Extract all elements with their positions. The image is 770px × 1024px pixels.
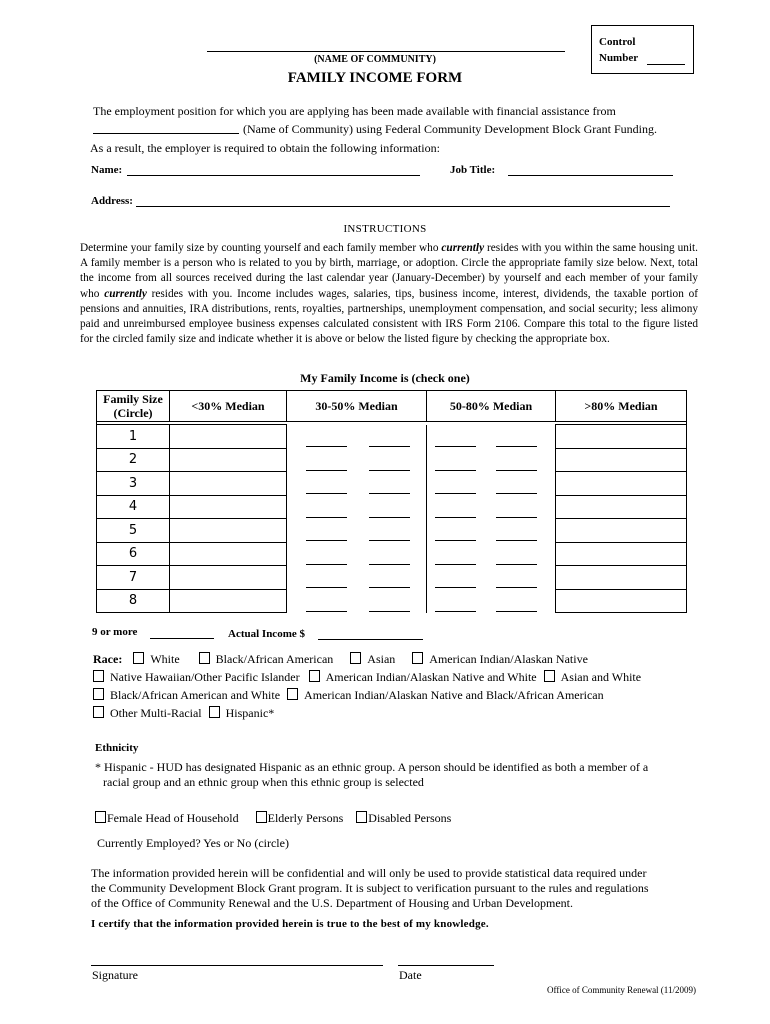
income-check-line[interactable] <box>496 470 537 471</box>
family-size-value[interactable]: 8 <box>97 589 170 613</box>
address-label: Address: <box>91 195 133 207</box>
col-50-80: 50-80% Median <box>427 391 556 422</box>
income-check-line[interactable] <box>369 446 410 447</box>
race-asian-checkbox[interactable] <box>350 652 361 664</box>
race-white-checkbox[interactable] <box>133 652 144 664</box>
instructions-text-2: resides with you within the same housing unit. A family member is a person who is related to you by birth, marriage, or adoption. Circle the appropriate family size below. Next, total the income from all sources received during the last calendar year (January-December) by yourself and each member of your family who <box>80 242 698 300</box>
under-30-cell[interactable] <box>170 495 287 519</box>
under-30-cell[interactable] <box>170 425 287 449</box>
family-size-row <box>97 425 687 449</box>
income-check-line[interactable] <box>369 493 410 494</box>
female-head-label: Female Head of Household <box>107 811 239 825</box>
30-50-cell[interactable] <box>287 566 427 590</box>
income-check-line[interactable] <box>306 493 347 494</box>
number-label: Number <box>599 52 639 64</box>
race-american-indian-label: American Indian/Alaskan Native <box>429 652 588 666</box>
50-80-cell[interactable] <box>427 472 556 496</box>
ethnicity-note-1: * Hispanic - HUD has designated Hispanic as an ethnic group. A person should be identified as both a member of a <box>95 760 649 774</box>
over-80-cell[interactable] <box>556 495 687 519</box>
50-80-cell[interactable] <box>427 519 556 543</box>
family-size-row <box>97 542 687 566</box>
col-over-80: >80% Median <box>556 391 687 422</box>
income-check-line[interactable] <box>435 540 476 541</box>
control-number-field[interactable] <box>647 52 685 65</box>
under-30-cell[interactable] <box>170 519 287 543</box>
over-80-cell[interactable] <box>556 566 687 590</box>
household-row <box>95 811 451 826</box>
race-american-indian-checkbox[interactable] <box>412 652 423 664</box>
intro-line-2: (Name of Community) using Federal Community Development Block Grant Funding. <box>243 122 657 136</box>
intro-line-3: As a result, the employer is required to obtain the following information: <box>90 141 440 155</box>
under-30-cell[interactable] <box>170 566 287 590</box>
income-check-line[interactable] <box>435 611 476 612</box>
income-check-line[interactable] <box>306 540 347 541</box>
race-asian-white-checkbox[interactable] <box>544 670 555 682</box>
income-check-line[interactable] <box>369 611 410 612</box>
ethnicity-note-2: racial group and an ethnic group when this ethnic group is selected <box>103 775 424 789</box>
elderly-label: Elderly Persons <box>267 811 344 825</box>
name-label: Name: <box>91 164 123 176</box>
income-check-line[interactable] <box>306 517 347 518</box>
family-size-row <box>97 566 687 590</box>
race-native-hawaiian-checkbox[interactable] <box>93 670 104 682</box>
instructions-emphasis-2: currently <box>104 287 147 300</box>
income-check-line[interactable] <box>496 446 537 447</box>
name-field[interactable] <box>127 163 420 176</box>
income-check-line[interactable] <box>496 587 537 588</box>
income-table-caption: My Family Income is (check one) <box>300 371 470 385</box>
income-check-line[interactable] <box>496 564 537 565</box>
disabled-checkbox[interactable] <box>356 811 367 823</box>
community-name-caption: (NAME OF COMMUNITY) <box>314 54 436 65</box>
actual-income-field[interactable] <box>318 627 423 640</box>
family-size-value[interactable]: 7 <box>97 566 170 590</box>
income-check-line[interactable] <box>369 517 410 518</box>
30-50-cell[interactable] <box>287 425 427 449</box>
female-head-checkbox[interactable] <box>95 811 106 823</box>
race-row-3 <box>93 688 610 703</box>
hispanic-checkbox[interactable] <box>209 706 220 718</box>
family-size-value[interactable]: 6 <box>97 542 170 566</box>
race-multi-checkbox[interactable] <box>93 706 104 718</box>
race-ai-white-label: American Indian/Alaskan Native and White <box>325 670 537 684</box>
confidential-line-3: of the Office of Community Renewal and the U.S. Department of Housing and Urban Development. <box>91 896 573 910</box>
income-check-line[interactable] <box>435 587 476 588</box>
income-check-line[interactable] <box>306 470 347 471</box>
income-check-line[interactable] <box>496 611 537 612</box>
race-row-1 <box>93 652 594 667</box>
family-size-row <box>97 448 687 472</box>
under-30-cell[interactable] <box>170 472 287 496</box>
income-check-line[interactable] <box>496 517 537 518</box>
race-ai-black-label: American Indian/Alaskan Native and Black/African American <box>304 688 604 702</box>
income-table <box>96 390 687 613</box>
50-80-cell[interactable] <box>427 566 556 590</box>
over-80-cell[interactable] <box>556 542 687 566</box>
col-family-size: Family Size (Circle) <box>97 391 170 422</box>
family-size-value[interactable]: 3 <box>97 472 170 496</box>
community-name-field[interactable] <box>93 121 239 134</box>
col-under-30: <30% Median <box>170 391 287 422</box>
race-black-label: Black/African American <box>215 652 334 666</box>
income-check-line[interactable] <box>369 587 410 588</box>
50-80-cell[interactable] <box>427 425 556 449</box>
certify-statement: I certify that the information provided herein is true to the best of my knowledge. <box>91 918 489 930</box>
family-size-row <box>97 495 687 519</box>
signature-field[interactable] <box>91 955 383 966</box>
form-title: FAMILY INCOME FORM <box>287 70 463 86</box>
income-check-line[interactable] <box>306 446 347 447</box>
50-80-cell[interactable] <box>427 542 556 566</box>
family-size-row <box>97 519 687 543</box>
under-30-cell[interactable] <box>170 589 287 613</box>
control-number-box <box>591 25 694 74</box>
income-check-line[interactable] <box>306 564 347 565</box>
instructions-heading: INSTRUCTIONS <box>343 223 427 235</box>
50-80-cell[interactable] <box>427 589 556 613</box>
income-check-line[interactable] <box>435 493 476 494</box>
nine-or-more-field[interactable] <box>150 626 214 639</box>
race-white-label: White <box>150 652 180 666</box>
income-check-line[interactable] <box>306 587 347 588</box>
date-field[interactable] <box>398 955 494 966</box>
over-80-cell[interactable] <box>556 472 687 496</box>
family-size-value[interactable]: 2 <box>97 448 170 472</box>
30-50-cell[interactable] <box>287 448 427 472</box>
50-80-cell[interactable] <box>427 495 556 519</box>
address-field[interactable] <box>136 194 670 207</box>
under-30-cell[interactable] <box>170 542 287 566</box>
race-label: Race: <box>93 652 123 666</box>
race-row-2 <box>93 670 647 685</box>
income-check-line[interactable] <box>369 564 410 565</box>
income-check-line[interactable] <box>496 493 537 494</box>
30-50-cell[interactable] <box>287 495 427 519</box>
confidential-line-2: the Community Development Block Grant program. It is subject to verification pursuant to the rules and regulations <box>91 881 649 895</box>
race-asian-label: Asian <box>367 652 396 666</box>
over-80-cell[interactable] <box>556 425 687 449</box>
income-check-line[interactable] <box>496 540 537 541</box>
race-ai-white-checkbox[interactable] <box>309 670 320 682</box>
currently-employed-question[interactable]: Currently Employed? Yes or No (circle) <box>97 836 289 850</box>
family-size-row <box>97 589 687 613</box>
30-50-cell[interactable] <box>287 589 427 613</box>
race-black-white-label: Black/African American and White <box>110 688 281 702</box>
actual-income-label: Actual Income $ <box>228 628 305 640</box>
over-80-cell[interactable] <box>556 519 687 543</box>
income-check-line[interactable] <box>369 470 410 471</box>
family-size-row <box>97 472 687 496</box>
col-30-50: 30-50% Median <box>287 391 427 422</box>
income-check-line[interactable] <box>306 611 347 612</box>
race-asian-white-label: Asian and White <box>560 670 642 684</box>
signature-label: Signature <box>92 968 138 982</box>
intro-line-1: The employment position for which you are applying has been made available with financial assistance from <box>93 104 616 118</box>
over-80-cell[interactable] <box>556 448 687 472</box>
over-80-cell[interactable] <box>556 589 687 613</box>
race-row-4 <box>93 706 280 721</box>
confidential-line-1: The information provided herein will be confidential and will only be used to provide statistical data required under <box>91 866 647 880</box>
family-size-value[interactable]: 4 <box>97 495 170 519</box>
income-check-line[interactable] <box>435 517 476 518</box>
income-check-line[interactable] <box>369 540 410 541</box>
instructions-paragraph <box>80 241 698 347</box>
race-multi-label: Other Multi-Racial <box>110 706 202 720</box>
control-label: Control <box>599 36 636 48</box>
income-check-line[interactable] <box>435 564 476 565</box>
30-50-cell[interactable] <box>287 472 427 496</box>
job-title-label: Job Title: <box>450 164 496 176</box>
income-check-line[interactable] <box>435 470 476 471</box>
disabled-label: Disabled Persons <box>368 811 452 825</box>
50-80-cell[interactable] <box>427 448 556 472</box>
race-ai-black-checkbox[interactable] <box>287 688 298 700</box>
footer-note: Office of Community Renewal (11/2009) <box>547 985 696 995</box>
instructions-text-3: resides with you. Income includes wages, salaries, tips, business income, interest, dividends, the taxable portion of pensions and annuities, IRA distributions, rents, royalties, partnerships, unemployment compensation, and social security; less alimony paid and unreimbursed employee business expenses calculated consistent with IRS Form 2106. Compare this total to the figure listed for the circled family size and indicate whether it is above or below the listed figure by checking the appropriate box. <box>80 287 699 346</box>
income-check-line[interactable] <box>435 446 476 447</box>
family-size-value[interactable]: 5 <box>97 519 170 543</box>
instructions-text-1: Determine your family size by counting yourself and each family member who <box>80 242 442 254</box>
race-native-hawaiian-label: Native Hawaiian/Other Pacific Islander <box>110 670 300 684</box>
hispanic-label: Hispanic* <box>225 706 275 720</box>
instructions-emphasis-1: currently <box>441 242 485 254</box>
30-50-cell[interactable] <box>287 542 427 566</box>
ethnicity-label: Ethnicity <box>95 742 139 754</box>
job-title-field[interactable] <box>508 163 673 176</box>
race-black-checkbox[interactable] <box>199 652 210 664</box>
30-50-cell[interactable] <box>287 519 427 543</box>
under-30-cell[interactable] <box>170 448 287 472</box>
nine-or-more-label: 9 or more <box>92 626 138 638</box>
elderly-checkbox[interactable] <box>256 811 267 823</box>
family-size-value[interactable]: 1 <box>97 425 170 449</box>
community-name-line[interactable] <box>207 40 565 52</box>
date-label: Date <box>399 968 422 982</box>
race-black-white-checkbox[interactable] <box>93 688 104 700</box>
